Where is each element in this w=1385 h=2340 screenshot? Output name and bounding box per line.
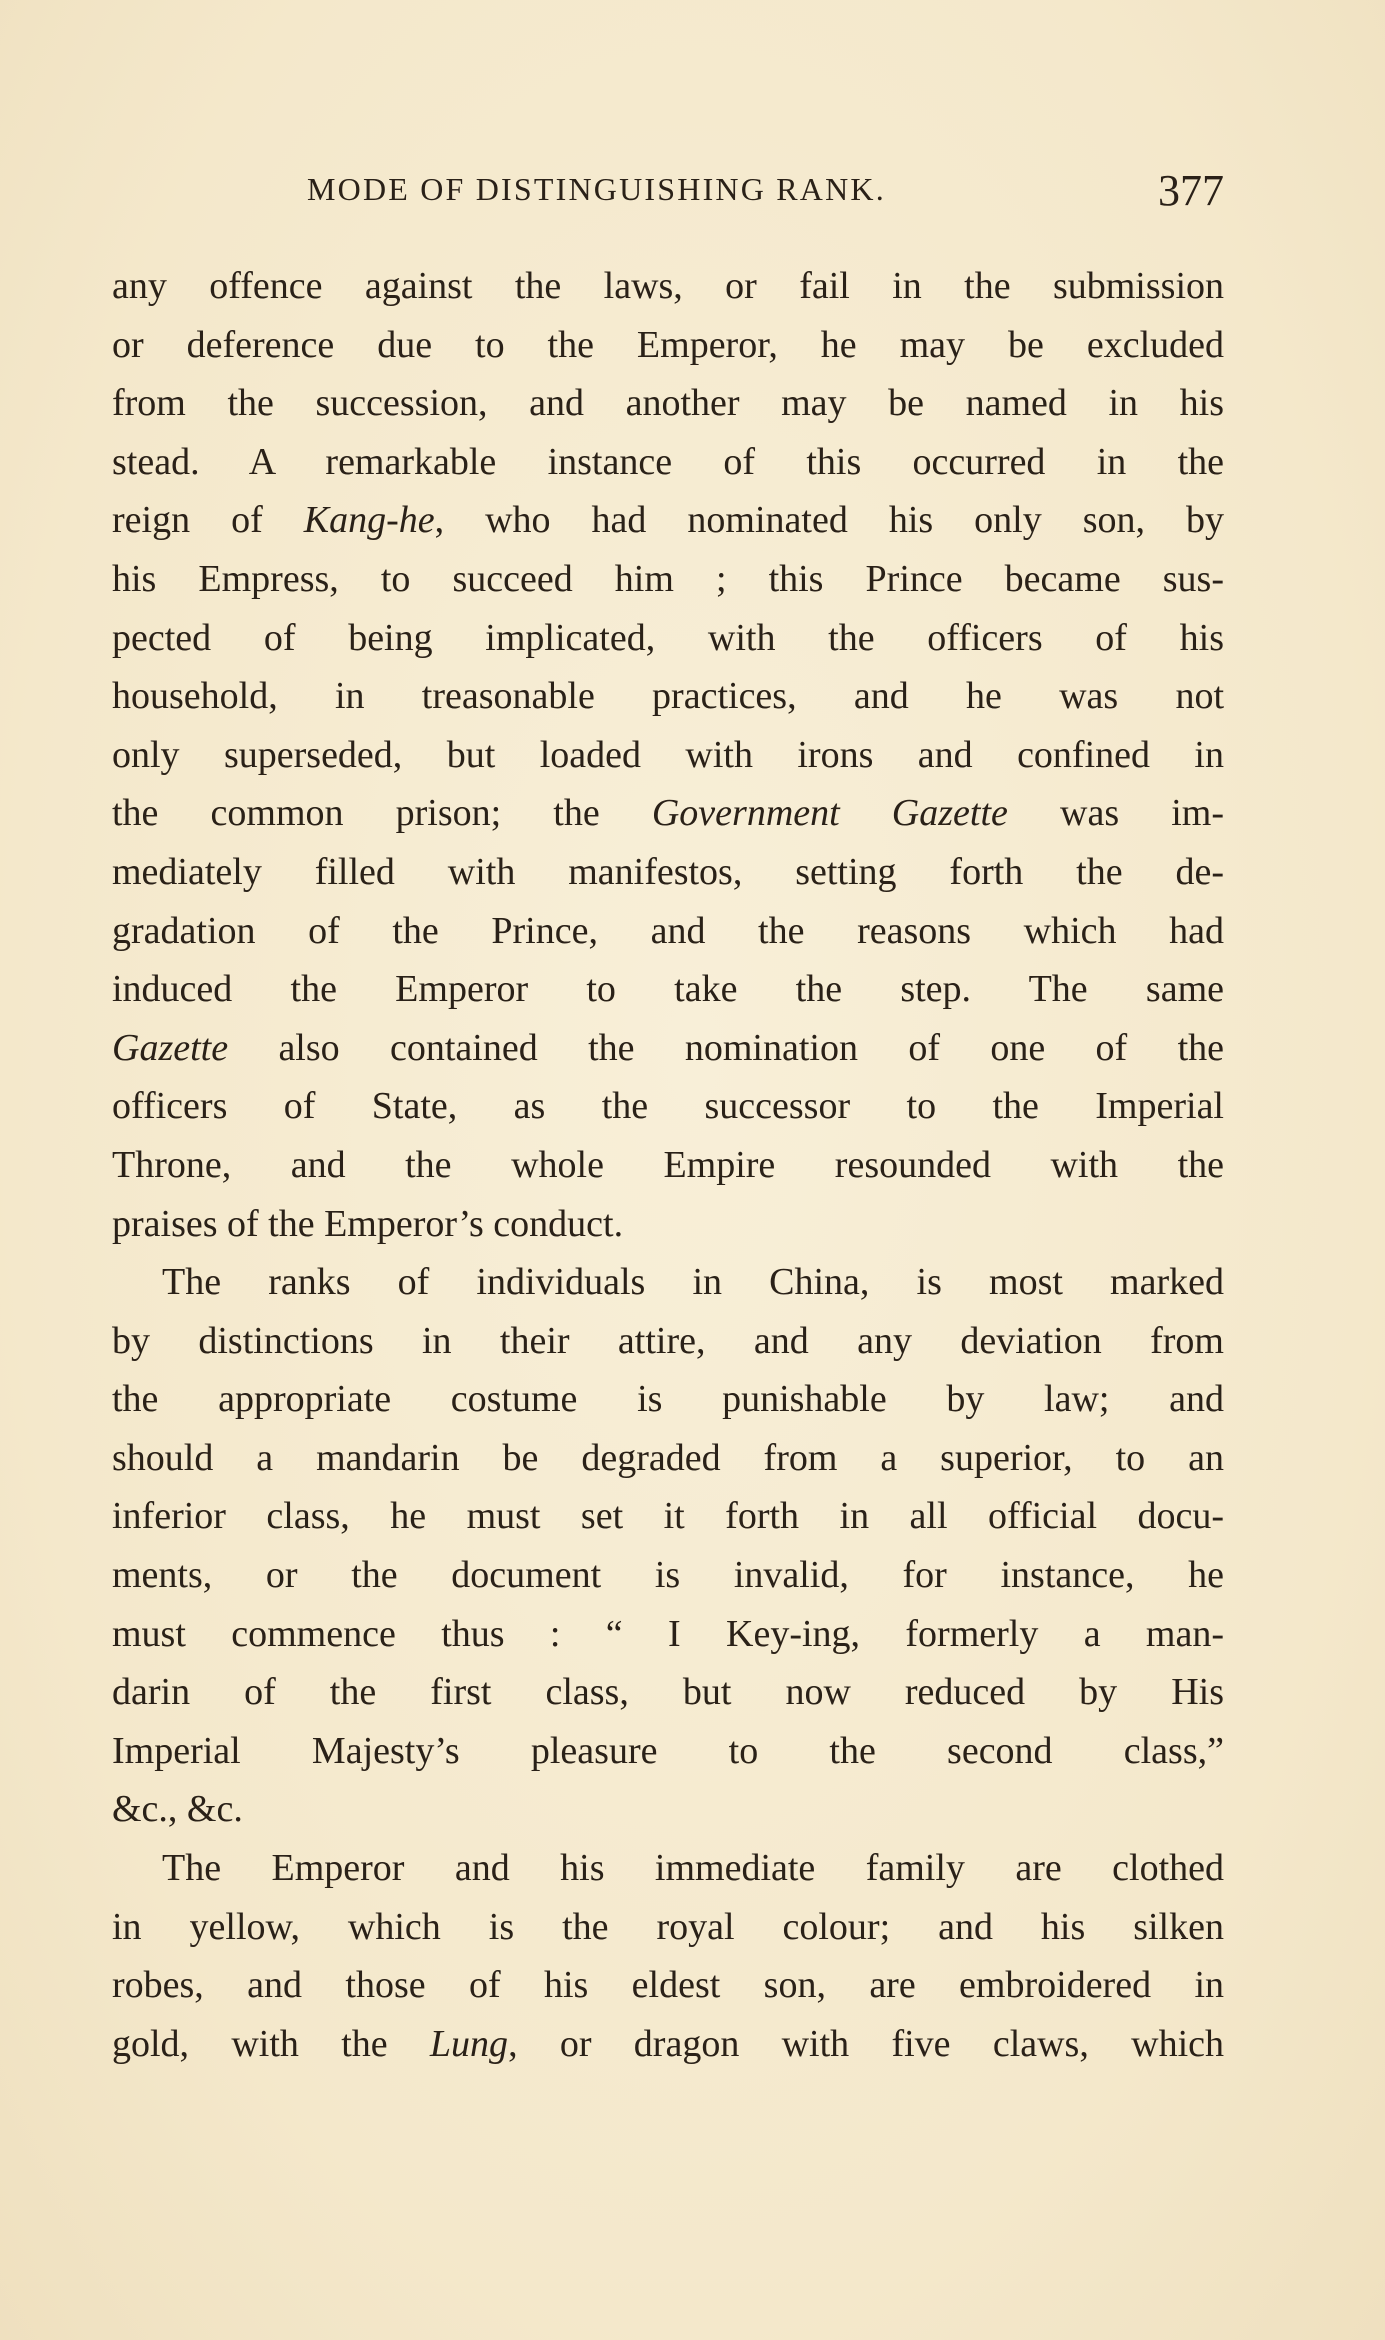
- text-run: also contained the nomination of one of the: [228, 1026, 1224, 1069]
- page-number: 377: [1158, 166, 1224, 215]
- text-line: [112, 2015, 1224, 2074]
- text-line: pected of being implicated, with the officers of his: [112, 616, 1224, 659]
- italic-gazette: Gazette: [112, 1026, 229, 1069]
- text-line: must commence thus : “ I Key-ing, formerly a man-: [112, 1612, 1224, 1655]
- text-line: household, in treasonable practices, and he was not: [112, 675, 1224, 718]
- italic-government-gazette: Government Gazette: [651, 792, 1008, 835]
- text-line: stead. A remarkable instance of this occurred in the: [112, 440, 1224, 483]
- text-line: or deference due to the Emperor, he may be excluded: [112, 323, 1224, 366]
- text-run: , or dragon with five claws, which: [508, 2022, 1224, 2065]
- text-line: officers of State, as the successor to the Imperial: [112, 1085, 1224, 1128]
- italic-name-kang-he: Kang-he: [303, 499, 435, 542]
- text-line: by distinctions in their attire, and any deviation from: [112, 1319, 1224, 1362]
- text-line: The Emperor and his immediate family are clothed: [162, 1847, 1224, 1890]
- text-line: mediately filled with manifestos, setting forth the de-: [112, 850, 1224, 893]
- text-line: [112, 1019, 1224, 1078]
- text-line: from the succession, and another may be named in his: [112, 382, 1224, 425]
- text-run: was im-: [1007, 792, 1224, 835]
- text-line: praises of the Emperor’s conduct.: [112, 1202, 624, 1245]
- text-line: ments, or the document is invalid, for instance, he: [112, 1554, 1224, 1597]
- text-run: , who had nominated his only son, by: [434, 499, 1225, 542]
- text-run: reign of: [112, 499, 304, 542]
- text-line: the appropriate costume is punishable by law; and: [112, 1378, 1224, 1421]
- page-header: [112, 165, 1224, 215]
- text-line: inferior class, he must set it forth in all official docu-: [112, 1495, 1224, 1538]
- text-line: Throne, and the whole Empire resounded with the: [112, 1143, 1224, 1186]
- text-line: should a mandarin be degraded from a superior, to an: [112, 1436, 1224, 1479]
- text-line: induced the Emperor to take the step. The same: [112, 968, 1224, 1011]
- text-line: &c., &c.: [112, 1788, 243, 1831]
- italic-lung: Lung: [429, 2022, 509, 2065]
- text-line: Imperial Majesty’s pleasure to the second class,”: [112, 1729, 1224, 1772]
- text-line: only superseded, but loaded with irons and confined in: [112, 733, 1224, 776]
- text-line: The ranks of individuals in China, is most marked: [162, 1261, 1224, 1304]
- running-head: MODE OF DISTINGUISHING RANK.: [307, 171, 886, 207]
- text-line: robes, and those of his eldest son, are embroidered in: [112, 1964, 1224, 2007]
- text-line: gradation of the Prince, and the reasons which had: [112, 909, 1224, 952]
- body-text: [112, 257, 1224, 2073]
- text-line: [112, 784, 1224, 843]
- text-line: any offence against the laws, or fail in the submission: [112, 265, 1224, 307]
- text-line: [112, 491, 1224, 550]
- text-line: darin of the first class, but now reduced by His: [112, 1671, 1224, 1714]
- text-run: gold, with the: [112, 2022, 430, 2065]
- text-line: his Empress, to succeed him ; this Prince became sus-: [112, 557, 1224, 600]
- text-line: in yellow, which is the royal colour; and his silken: [112, 1905, 1224, 1948]
- text-run: the common prison; the: [112, 792, 652, 835]
